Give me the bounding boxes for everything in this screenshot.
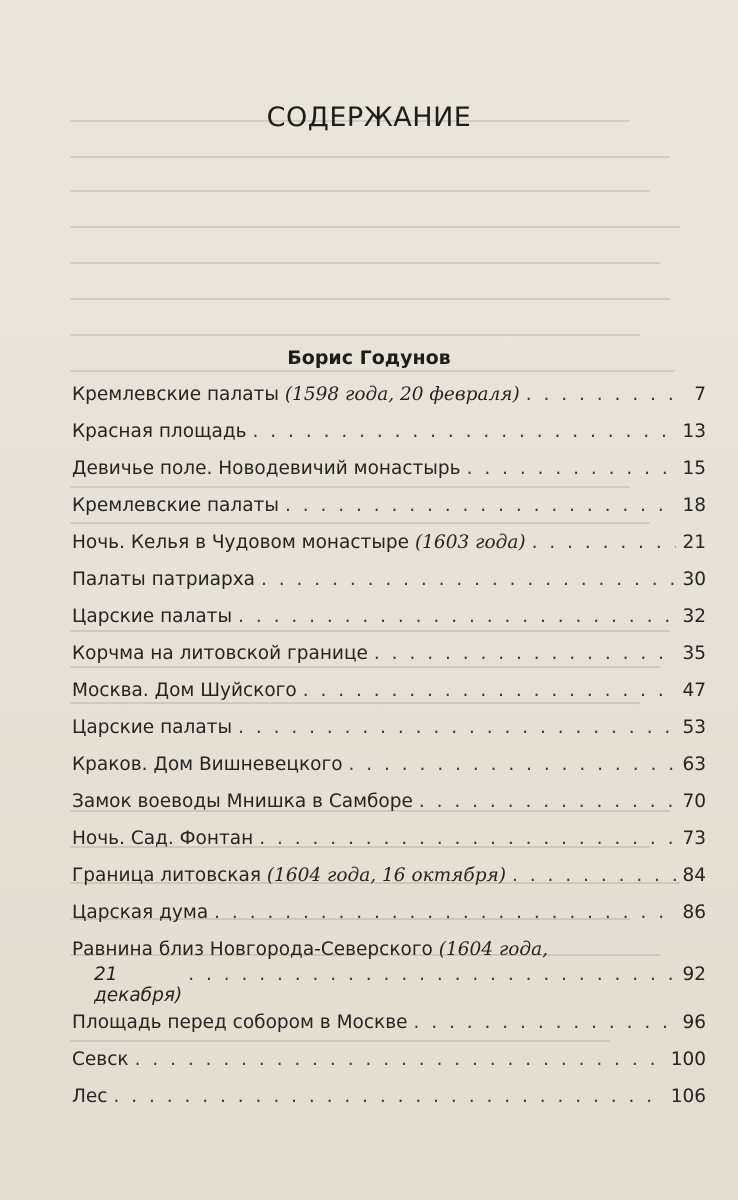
dot-leader [413,1012,676,1033]
entry-page: 53 [682,717,706,738]
entry-title: Равнина близ Новгорода-Северского [72,939,433,960]
entry-page: 13 [682,421,706,442]
entry-title: Граница литовская [72,865,261,886]
entry-title: Замок воеводы Мнишка в Самборе [72,791,413,812]
dot-leader [238,606,676,627]
entry-page: 47 [682,680,706,701]
entry-page: 35 [682,643,706,664]
entry-title: Кремлевские палаты [72,495,279,516]
dot-leader [526,384,680,405]
dot-leader [349,754,677,775]
entry-page: 30 [682,569,706,590]
entry-page: 106 [670,1086,706,1107]
toc-entry[interactable] [72,828,706,854]
entry-page: 73 [682,828,706,849]
entry-note: (1598 года, 20 февраля) [284,384,520,405]
dot-leader [259,828,676,849]
entry-page: 86 [682,902,706,923]
entry-title: Царские палаты [72,606,233,627]
dot-leader [113,1086,664,1107]
entry-title: Лес [72,1086,108,1107]
entry-page: 63 [682,754,706,775]
dot-leader [285,495,677,516]
toc-entry[interactable] [72,865,706,891]
toc-entry[interactable] [72,1012,706,1038]
entry-title: Корчма на литовской границе [72,643,368,664]
entry-title: Севск [72,1049,129,1070]
dot-leader [135,1049,665,1070]
entry-title: Ночь. Сад. Фонтан [72,828,254,849]
entry-title: Царская дума [72,902,209,923]
dot-leader [214,902,676,923]
entry-title: Площадь перед собором в Москве [72,1012,408,1033]
toc-entry-multiline[interactable] [72,939,706,1006]
dot-leader [261,569,676,590]
entry-title: Царские палаты [72,717,233,738]
toc-entry[interactable] [72,1049,706,1075]
toc-entry[interactable] [72,680,706,706]
toc-entry[interactable] [72,643,706,669]
entry-page: 7 [694,384,706,405]
dot-leader [467,458,677,479]
entry-title: Москва. Дом Шуйского [72,680,297,701]
contents-heading: СОДЕРЖАНИЕ [266,102,472,133]
entry-title: Кремлевские палаты [72,384,279,405]
dot-leader [374,643,677,664]
entry-page: 92 [682,964,706,985]
dot-leader [419,791,677,812]
toc-entry[interactable] [72,606,706,632]
toc-entry[interactable] [72,717,706,743]
dot-leader [188,964,676,985]
entry-note: (1603 года) [414,532,526,553]
toc-entry[interactable] [72,569,706,595]
toc-entry[interactable] [72,495,706,521]
entry-title: Девичье поле. Новодевичий монастырь [72,458,461,479]
entry-title: Палаты патриарха [72,569,256,590]
entry-page: 84 [682,865,706,886]
entry-title: Краков. Дом Вишневецкого [72,754,343,775]
toc-entry[interactable] [72,902,706,928]
entry-page: 18 [682,495,706,516]
dot-leader [253,421,677,442]
entry-note-continued: 21 декабря) [94,964,183,1006]
entry-title: Красная площадь [72,421,247,442]
toc-entry[interactable] [72,421,706,447]
entry-page: 70 [682,791,706,812]
toc-entry[interactable] [72,754,706,780]
toc-entry[interactable] [72,384,706,410]
entry-page: 15 [682,458,706,479]
dot-leader [303,680,677,701]
entry-page: 21 [682,532,706,553]
toc-entry[interactable] [72,458,706,484]
entry-note: (1604 года, [438,939,549,960]
toc-entry[interactable] [72,1086,706,1112]
entry-page: 32 [682,606,706,627]
entry-page: 100 [670,1049,706,1070]
dot-leader [532,532,677,553]
section-title: Борис Годунов [287,347,451,369]
entry-title: Ночь. Келья в Чудовом монастыре [72,532,410,553]
entry-note: (1604 года, 16 октября) [266,865,507,886]
entry-page: 96 [682,1012,706,1033]
dot-leader [512,865,676,886]
toc-entry[interactable] [72,532,706,558]
dot-leader [238,717,676,738]
toc-entry[interactable] [72,791,706,817]
